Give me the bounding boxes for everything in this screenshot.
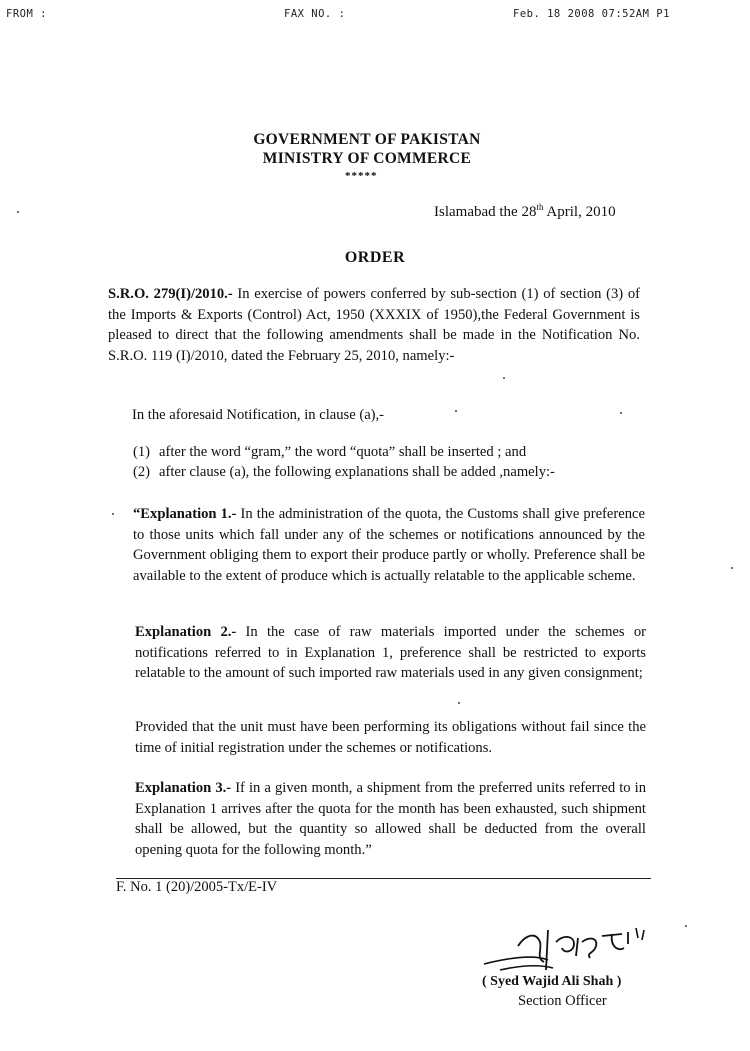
- ministry-heading: MINISTRY OF COMMERCE: [262, 150, 472, 167]
- sro-text: In exercise of powers conferred by sub-section (1) of section (3) of the Imports & Exports (Control) Act, 1950 (XXXIX of 1950),the Federal Government is pleased to direct that the following amendments shall be made in the Notification No. S.R.O. 119 (I)/2010, dated the February 25, 2010, namely:-: [108, 286, 640, 364]
- dateline-suffix: April, 2010: [543, 204, 616, 220]
- fax-number: FAX NO. :: [284, 8, 346, 20]
- explanation-3-text: If in a given month, a shipment from the preferred units referred to in Explanation 1 arrives after the quota for the month has been exhausted, such shipment shall be allowed, but the quantity so allowed shall be deducted from the overall opening quota for the following month.”: [135, 780, 646, 858]
- signatory-title: Section Officer: [518, 993, 607, 1009]
- proviso-paragraph: Provided that the unit must have been performing its obligations without fail since the time of initial registration under the schemes or notifications.: [135, 719, 646, 756]
- scan-speck: [685, 925, 687, 927]
- list-item-number: (1): [133, 444, 151, 460]
- sro-paragraph: [108, 284, 640, 366]
- list-item-text: after the word “gram,” the word “quota” shall be inserted ; and: [159, 444, 527, 460]
- signatory-name: ( Syed Wajid Ali Shah ): [482, 974, 622, 989]
- file-number: F. No. 1 (20)/2005-Tx/E-IV: [116, 879, 278, 895]
- explanation-2-label: Explanation 2.-: [135, 624, 237, 640]
- scan-speck: [731, 567, 733, 569]
- scan-speck: [112, 513, 114, 515]
- sro-label: S.R.O. 279(I)/2010.-: [108, 286, 233, 302]
- ornament-stars: *****: [345, 170, 378, 182]
- list-item-text: after clause (a), the following explanations shall be added ,namely:-: [159, 464, 555, 480]
- explanation-1: [133, 504, 645, 586]
- fax-datetime: Feb. 18 2008 07:52AM P1: [513, 8, 670, 20]
- dateline-ordinal: th: [536, 202, 544, 212]
- handwritten-signature: [478, 924, 668, 976]
- scan-speck: [620, 412, 622, 414]
- explanation-2: [135, 622, 646, 684]
- intro-line: In the aforesaid Notification, in clause (a),-: [132, 407, 385, 423]
- place-date-line: [434, 204, 616, 221]
- explanation-3: [135, 778, 646, 860]
- scan-speck: [455, 410, 457, 412]
- government-heading: GOVERNMENT OF PAKISTAN: [253, 131, 481, 148]
- list-item-number: (2): [133, 464, 151, 480]
- fax-from: FROM :: [6, 8, 47, 20]
- scan-speck: [17, 211, 19, 213]
- scan-speck: [458, 702, 460, 704]
- order-heading: ORDER: [344, 249, 406, 266]
- dateline-prefix: Islamabad the 28: [434, 204, 537, 220]
- explanation-1-label: “Explanation 1.-: [133, 506, 237, 522]
- scan-speck: [503, 377, 505, 379]
- explanation-1-text: In the administration of the quota, the Customs shall give preference to those units which fall under any of the schemes or notifications announced by the Government obliging them to export their produce partly or wholly. Preference shall be available to the extent of produce which is actually relatable to the applicable scheme.: [133, 506, 645, 584]
- explanation-3-label: Explanation 3.-: [135, 780, 232, 796]
- list-item: [133, 442, 653, 463]
- list-item: [133, 462, 653, 483]
- explanation-2-text: In the case of raw materials imported under the schemes or notifications referred to in Explanation 1, preference shall be restricted to exports relatable to the amount of such imported raw materials used in any given consignment;: [135, 624, 646, 681]
